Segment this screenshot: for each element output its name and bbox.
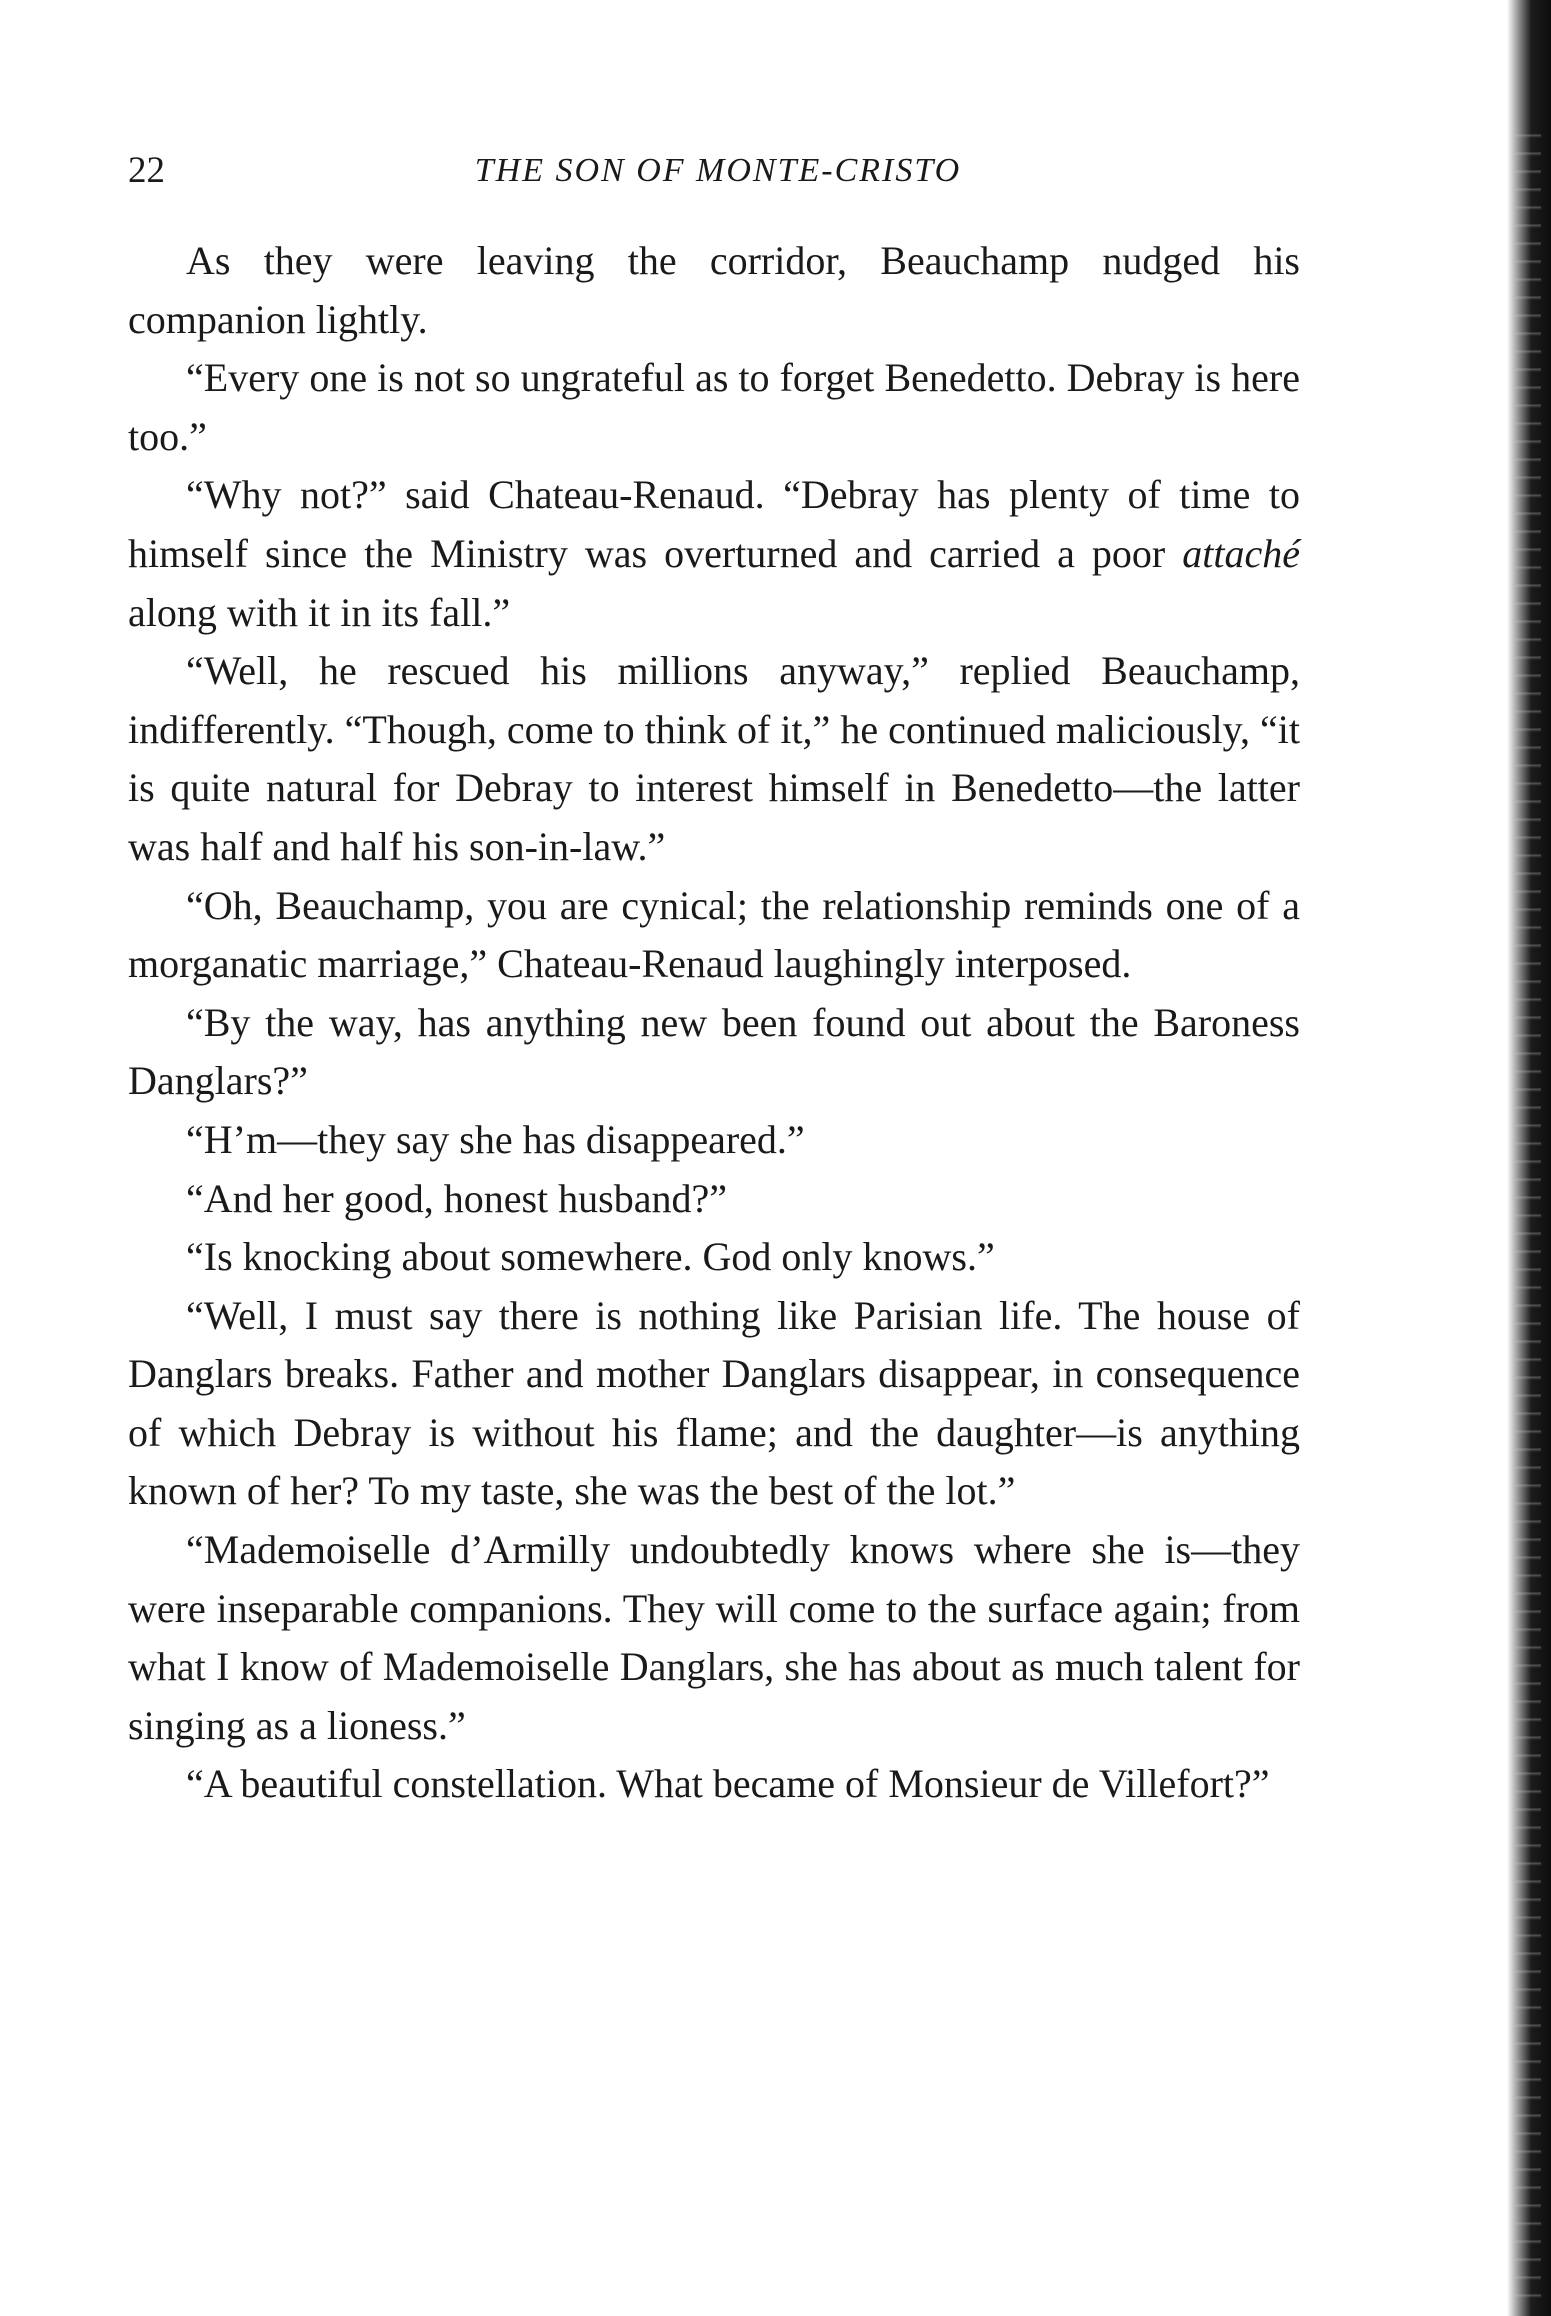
paragraph: “H’m—they say she has disappeared.” [186,1116,805,1162]
paragraph: “Is knocking about somewhere. God only knows.” [186,1234,995,1280]
paragraph: “And her good, honest husband?” [186,1175,727,1221]
paragraph: “Well, he rescued his millions anyway,” replied Beauchamp, indifferently. “Though, come to think of it,” he continued maliciously, “it is quite natural for Debray to interest himself in Benedetto—the latter was half and half his son-in-law.” [128,648,1300,869]
paragraph: “By the way, has anything new been found out about the Baroness Danglars?” [128,999,1300,1104]
binding-texture [1515,120,1541,2310]
italic-word: attaché [1182,530,1300,576]
paragraph: “Well, I must say there is nothing like Parisian life. The house of Danglars breaks. Father and mother Danglars disappear, in consequence of which Debray is without his flame; and the daughter—is anything known of her? To my taste, she was the best of the lot.” [128,1292,1300,1514]
paragraph-text: along with it in its fall.” [128,589,511,635]
paragraph: “A beautiful constellation. What became of Monsieur de Villefort?” [186,1761,1270,1807]
page-number: 22 [128,150,165,191]
paragraph: “Every one is not so ungrateful as to forget Benedetto. Debray is here too.” [128,355,1300,459]
paragraph [128,466,1300,642]
paragraph: “Mademoiselle d’Armilly undoubtedly knows where she is—they were inseparable companions. They will come to the surface again; from what I know of Mademoiselle Danglars, she has about as much talent for singing as a lioness.” [128,1527,1300,1748]
paragraph-text: “Why not?” said Chateau-Renaud. “Debray has plenty of time to himself since the Ministry was overturned and carried a poor [128,472,1300,576]
running-title: THE SON OF MONTE-CRISTO [474,152,962,189]
paragraph: As they were leaving the corridor, Beauchamp nudged his companion lightly. [128,238,1300,342]
body-text [128,232,1300,1814]
page-header [128,145,1308,205]
paragraph: “Oh, Beauchamp, you are cynical; the relationship reminds one of a morganatic marriage,” Chateau-Renaud laughingly interposed. [128,882,1300,987]
